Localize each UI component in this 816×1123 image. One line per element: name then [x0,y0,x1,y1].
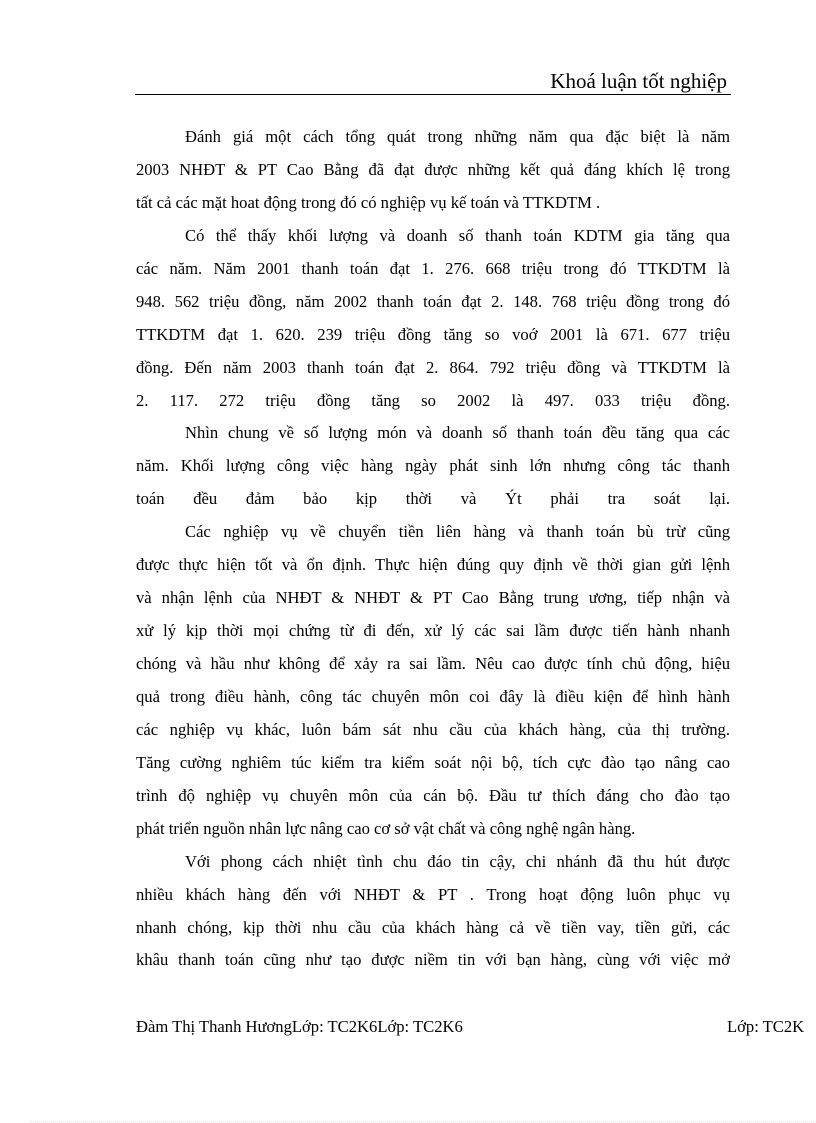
text-line: nhanh chóng, kịp thời nhu cầu của khách hàng cả về tiền vay, tiền gửi, các [136,917,730,937]
text-line: nhiều khách hàng đến với NHĐT & PT . Trong hoạt động luôn phục vụ [136,884,730,904]
text-line: 948. 562 triệu đồng, năm 2002 thanh toán đạt 2. 148. 768 triệu đồng trong đó [136,291,730,311]
text-line: năm. Khối lượng công việc hàng ngày phát sinh lớn nhưng công tác thanh [136,456,730,476]
text-line: xử lý kịp thời mọi chứng từ đi đến, xử lý các sai lầm được tiến hành nhanh [136,621,730,641]
footer-author: Đàm Thị Thanh HươngLớp: TC2K6Lớp: TC2K6 [136,1017,463,1036]
page-bottom-divider [30,1121,816,1122]
text-line: quả trong điều hành, công tác chuyên môn coi đây là điều kiện để hình hành [136,686,730,706]
text-line: 2. 117. 272 triệu đồng tăng so 2002 là 497. 033 triệu đồng. [136,390,730,410]
text-line: Tăng cường nghiêm túc kiểm tra kiểm soát nội bộ, tích cực đào tạo nâng cao [136,752,730,772]
text-line: chóng và hầu như không để xảy ra sai lầm. Nêu cao được tính chủ động, hiệu [136,654,730,673]
header-divider [135,94,731,95]
text-line: và nhận lệnh của NHĐT & NHĐT & PT Cao Bằng trung ương, tiếp nhận và [136,588,730,608]
text-line: đồng. Đến năm 2003 thanh toán đạt 2. 864. 792 triệu đồng và TTKDTM là [136,357,730,377]
text-line: phát triển nguồn nhân lực nâng cao cơ sở vật chất và công nghệ ngân hàng. [136,818,636,838]
text-line: các năm. Năm 2001 thanh toán đạt 1. 276. 668 triệu trong đó TTKDTM là [136,258,730,278]
document-body [136,121,730,977]
text-line: Các nghiệp vụ về chuyển tiền liên hàng và thanh toán bù trừ cũng [185,522,730,542]
text-line: toán đều đảm bảo kịp thời và Ýt phải tra soát lại. [136,489,730,509]
text-line: các nghiệp vụ khác, luôn bám sát nhu cầu của khách hàng, của thị trường. [136,719,730,739]
text-line: Có thể thấy khối lượng và doanh số thanh toán KDTM gia tăng qua [185,225,730,245]
text-line: Nhìn chung về số lượng món và doanh số thanh toán đều tăng qua các [185,423,730,443]
text-line: 2003 NHĐT & PT Cao Bằng đã đạt được những kết quả đáng khích lệ trong [136,159,730,179]
footer-class-label: Lớp: TC2K [727,1017,805,1036]
text-line: khâu thanh toán cũng như tạo được niềm tin với bạn hàng, cùng với việc mở [136,950,730,970]
text-line: Đánh giá một cách tổng quát trong những năm qua đặc biệt là năm [185,127,730,146]
text-line: trình độ nghiệp vụ chuyên môn của cán bộ. Đầu tư thích đáng cho đào tạo [136,785,730,805]
text-line: Với phong cách nhiệt tình chu đáo tin cậy, chi nhánh đã thu hút được [185,851,730,871]
text-line: TTKDTM đạt 1. 620. 239 triệu đồng tăng so voớ 2001 là 671. 677 triệu [136,324,730,344]
page-header-title: Khoá luận tốt nghiệp [550,69,727,93]
text-line: tất cả các mặt hoat động trong đó có nghiệp vụ kế toán và TTKDTM . [136,192,601,212]
text-line: được thực hiện tốt và ổn định. Thực hiện đúng quy định về thời gian gửi lệnh [136,555,730,575]
